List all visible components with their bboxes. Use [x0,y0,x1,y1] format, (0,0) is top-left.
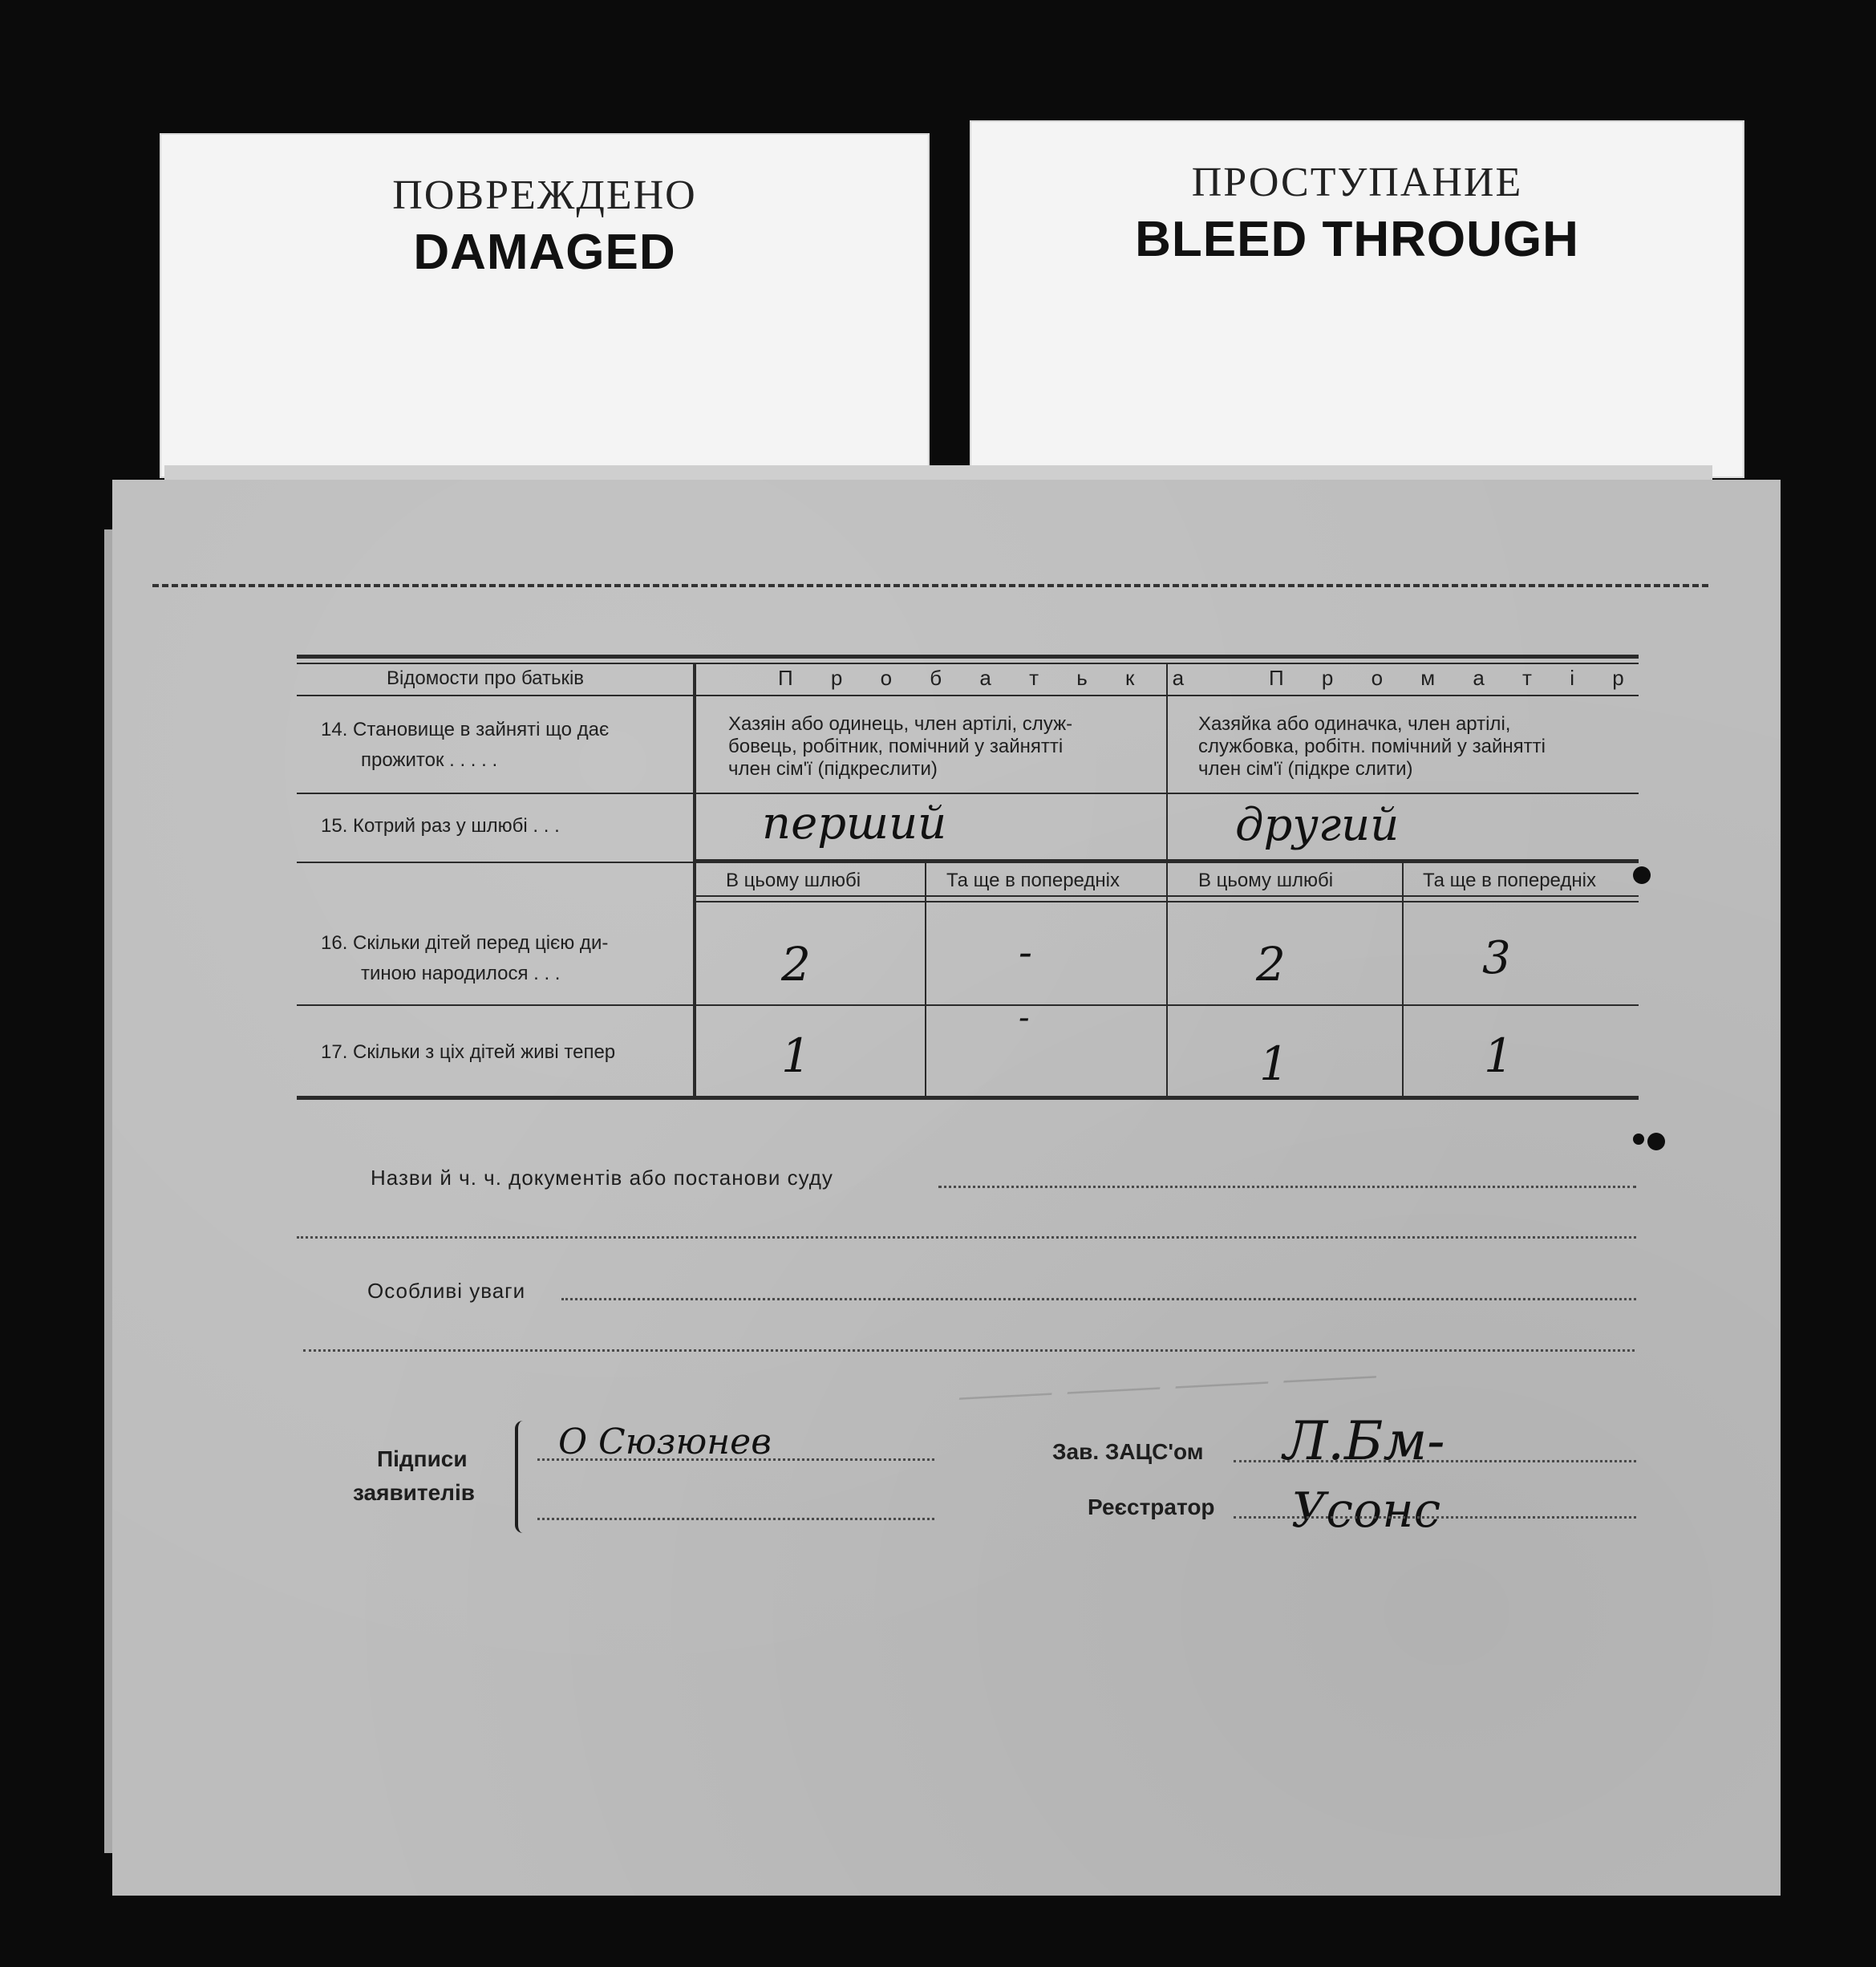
parents-info-table [297,655,1639,1102]
row15-father-handwritten: перший [762,797,947,850]
row14-father-line1: Хазяін або одинець, член артілі, служ- [728,713,1073,735]
header-about-mother: П р о м а т і р [1269,666,1640,690]
row16-father-prev-value: - [1019,929,1032,975]
row17-father-this-value: 1 [781,1028,811,1083]
applicants-signatures-label-line1: Підписи [377,1446,468,1471]
row16-father-this-value: 2 [781,937,811,992]
row17-mother-prev-value: 1 [1484,1028,1513,1083]
damaged-label-cyrillic: ПОВРЕЖДЕНО [392,172,697,218]
perforation-line [152,584,1708,587]
subheader-mother-previous: Та ще в попередніх [1423,870,1596,891]
table-column-rule [1166,663,1168,1096]
table-column-rule [1402,862,1404,1096]
applicants-brace [515,1421,529,1533]
applicant-signature-line-2 [537,1518,934,1520]
head-of-registry-label: Зав. ЗАЦС'ом [1052,1439,1204,1464]
table-rule [297,695,1639,696]
bleed-through-marks: ⸻ ⸻ ⸻ ⸻ [954,1352,1377,1419]
applicant-signature-line [537,1458,934,1461]
row16-mother-this-value: 2 [1256,937,1286,992]
notes-dotted-line-2 [303,1349,1635,1352]
table-rule [297,1096,1639,1100]
table-column-rule [925,862,926,1096]
table-rule [297,663,1639,664]
documents-label: Назви й ч. ч. документів або постанови суду [371,1166,833,1190]
row14-label-line2: прожиток . . . . . [361,749,498,771]
row14-mother-line1: Хазяйка або одиначка, член артілі, [1198,713,1511,735]
registrar-signature-line [1234,1516,1636,1519]
table-column-rule [693,663,696,1096]
applicant-signature: О Сюзюнев [558,1422,772,1462]
row14-mother-line3: член сім'ї (підкре слити) [1198,758,1413,780]
row17-mother-this-value: 1 [1259,1036,1289,1091]
registry-form-page [112,480,1781,1896]
subheader-father-this-marriage: В цьому шлюбі [726,870,861,891]
row14-label-line1: 14. Становище в зайняті що дає [321,719,610,740]
row14-father-line3: член сім'ї (підкреслити) [728,758,938,780]
row14-father-line2: бовець, робітник, помічний у зайнятті [728,736,1064,757]
header-parents-info: Відомости про батьків [387,667,585,689]
documents-dotted-line [938,1186,1636,1188]
table-rule [297,862,693,863]
head-of-registry-signature: Л.Бм- [1283,1410,1445,1472]
damaged-label-latin: DAMAGED [413,225,676,280]
row17-father-prev-value: - [1019,1000,1030,1036]
registrar-signature: Усонс [1291,1482,1441,1539]
punch-hole [1647,1133,1665,1150]
table-rule [297,793,1639,794]
notes-dotted-line [561,1298,1636,1300]
row16-mother-prev-value: 3 [1482,932,1511,984]
row15-label: 15. Котрий раз у шлюбі . . . [321,815,560,837]
damaged-label-card [160,133,930,478]
registrar-label: Реєстратор [1088,1495,1215,1519]
row15-mother-handwritten: другий [1235,799,1400,851]
bleed-through-label-card [970,120,1744,478]
bleed-through-label-cyrillic: ПРОСТУПАНИЕ [1191,160,1523,205]
row16-label-line2: тиною народилося . . . [361,963,561,984]
row14-mother-line2: службовка, робітн. помічний у зайнятті [1198,736,1546,757]
punch-hole [1633,1134,1644,1145]
notes-label: Особливі уваги [367,1279,526,1303]
table-rule [297,1004,1639,1006]
table-rule [297,655,1639,659]
bleed-through-label-latin: BLEED THROUGH [1135,212,1579,267]
subheader-father-previous: Та ще в попередніх [946,870,1120,891]
row17-label: 17. Скільки з ціх дітей живі тепер [321,1041,616,1063]
row16-label-line1: 16. Скільки дітей перед цією ди- [321,932,609,954]
applicants-signatures-label-line2: заявителів [353,1480,475,1505]
head-signature-line [1234,1460,1636,1462]
documents-dotted-line-2 [297,1236,1636,1239]
subheader-mother-this-marriage: В цьому шлюбі [1198,870,1334,891]
header-about-father: П р о б а т ь к а [778,666,1201,690]
